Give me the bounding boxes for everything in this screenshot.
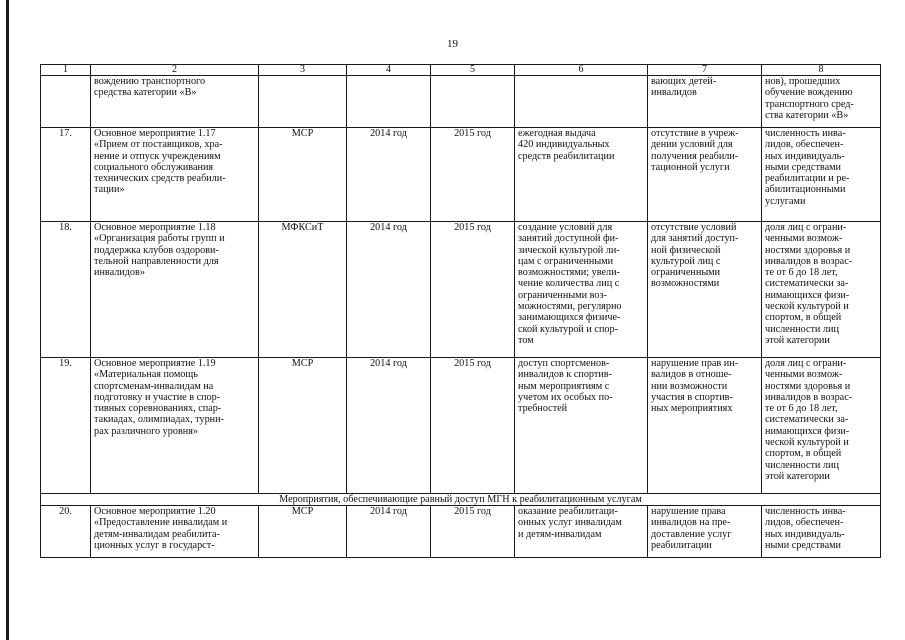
section-heading: Мероприятия, обеспечивающие равный доступ МГН к реабилитационным услугам (41, 494, 881, 506)
indicator-cell-line: ными средствами (765, 161, 841, 173)
measure-cell-line: нение и отпуск учреждениям (94, 150, 221, 162)
measure-cell-line: «Материальная помощь (94, 369, 198, 381)
indicator-cell-line: ченными возмож- (765, 369, 843, 381)
indicator-cell-line: численности лиц (765, 323, 839, 335)
page-number: 19 (447, 38, 458, 50)
column-header: 4 (347, 65, 431, 76)
consequence-cell-line: ограниченными (651, 267, 721, 279)
expected-result-cell-line: цам с ограниченными (518, 255, 614, 267)
column-header: 3 (259, 65, 347, 76)
indicator-cell-line: нимающихся физи- (765, 289, 850, 301)
consequence-cell-line: реабилитации (651, 539, 712, 551)
measure-cell-line: спортсменам-инвалидам на (94, 380, 214, 392)
measure-cell-line: Основное мероприятие 1.19 (94, 358, 216, 369)
consequence-cell (648, 222, 762, 358)
indicator-cell-line: этой категории (765, 470, 830, 482)
indicator-cell-line: ными средствами (765, 539, 841, 551)
column-header: 5 (431, 65, 515, 76)
consequence-cell-line: ной физической (651, 244, 721, 256)
measure-cell-line: «Предоставление инвалидам и (94, 517, 228, 529)
indicator-cell-line: доля лиц с ограни- (765, 222, 847, 233)
indicator-cell (762, 76, 881, 128)
indicator-cell-line: численности лиц (765, 459, 839, 471)
expected-result-cell-line: зической культурой ли- (518, 244, 620, 256)
indicator-cell-line: ных индивидуаль- (765, 528, 845, 540)
consequence-cell-line: возможностями (651, 278, 720, 290)
indicator-cell-line: численность инва- (765, 506, 846, 517)
expected-result-cell-line: чение количества лиц с (518, 278, 620, 290)
expected-result-cell-line: занимающихся физиче- (518, 312, 621, 324)
consequence-cell-line: нии возможности (651, 380, 728, 392)
column-number-header-row (41, 65, 881, 76)
consequence-cell (648, 128, 762, 222)
measure-cell-line: технических средств реабили- (94, 173, 226, 185)
indicator-cell-line: те от 6 до 18 лет, (765, 403, 838, 415)
measure-cell-line: «Прием от поставщиков, хра- (94, 139, 223, 151)
consequence-cell-line: валидов в отноше- (651, 369, 732, 381)
consequence-cell-line: для занятий доступ- (651, 233, 739, 245)
measure-cell-line: тельной направленности для (94, 255, 219, 267)
start-year-cell: 2014 год (347, 358, 431, 494)
consequence-cell-line: культурой лиц с (651, 255, 721, 267)
table-row (41, 358, 881, 494)
row-number: 19. (41, 358, 91, 494)
measure-cell-line: инвалидов» (94, 267, 145, 279)
measure-cell (91, 506, 259, 558)
start-year-cell: 2014 год (347, 222, 431, 358)
indicator-cell-line: инвалидов в возрас- (765, 255, 853, 267)
measure-cell (91, 358, 259, 494)
expected-result-cell-line: занятий доступной фи- (518, 233, 619, 245)
end-year-cell (431, 76, 515, 128)
indicator-cell-line: ных индивидуаль- (765, 150, 845, 162)
indicator-cell-line: нов), прошедших (765, 76, 841, 87)
measure-cell-line: тации» (94, 184, 125, 196)
start-year-cell: 2014 год (347, 506, 431, 558)
start-year-cell (347, 76, 431, 128)
measure-cell (91, 222, 259, 358)
executor-cell (259, 76, 347, 128)
measure-cell-line: детям-инвалидам реабилита- (94, 528, 220, 540)
measure-cell-line: тивных соревнованиях, спар- (94, 403, 222, 415)
consequence-cell-line: нарушение прав ин- (651, 358, 739, 369)
row-number: 20. (41, 506, 91, 558)
indicator-cell-line: реабилитации и ре- (765, 173, 850, 185)
end-year-cell: 2015 год (431, 128, 515, 222)
indicator-cell-line: обучение вождению (765, 87, 853, 99)
table-row (41, 76, 881, 128)
expected-result-cell (515, 128, 648, 222)
indicator-cell-line: те от 6 до 18 лет, (765, 267, 838, 279)
expected-result-cell-line: онных услуг инвалидам (518, 517, 622, 529)
column-header: 2 (91, 65, 259, 76)
consequence-cell-line: тационной услуги (651, 161, 730, 173)
measure-cell-line: такиадах, олимпиадах, турни- (94, 414, 224, 426)
indicator-cell (762, 506, 881, 558)
expected-result-cell-line: оказание реабилитаци- (518, 506, 618, 517)
binding-edge-line (6, 0, 9, 640)
measures-table (40, 64, 881, 558)
consequence-cell (648, 506, 762, 558)
consequence-cell-line: получения реабили- (651, 150, 739, 162)
consequence-cell-line: ных мероприятиях (651, 403, 733, 415)
expected-result-cell-line: можностями, регулярно (518, 301, 622, 313)
indicator-cell (762, 128, 881, 222)
measure-cell-line: Основное мероприятие 1.18 (94, 222, 216, 233)
expected-result-cell (515, 222, 648, 358)
consequence-cell-line: отсутствие условий (651, 222, 737, 233)
indicator-cell-line: спортом, в общей (765, 312, 842, 324)
consequence-cell (648, 358, 762, 494)
measure-cell-line: ционных услуг в государст- (94, 539, 215, 551)
measure-cell-line: подготовку и участие в спор- (94, 391, 221, 403)
expected-result-cell (515, 358, 648, 494)
expected-result-cell-line: возможностями; увели- (518, 267, 620, 279)
end-year-cell: 2015 год (431, 222, 515, 358)
indicator-cell-line: доля лиц с ограни- (765, 358, 847, 369)
consequence-cell (648, 76, 762, 128)
indicator-cell-line: лидов, обеспечен- (765, 517, 844, 529)
column-header: 8 (762, 65, 881, 76)
measure-cell-line: рах различного уровня» (94, 425, 198, 437)
column-header: 1 (41, 65, 91, 76)
consequence-cell-line: инвалидов на пре- (651, 517, 731, 529)
expected-result-cell-line: создание условий для (518, 222, 613, 233)
executor-cell: МФКСиТ (259, 222, 347, 358)
indicator-cell-line: ченными возмож- (765, 233, 843, 245)
column-header: 7 (648, 65, 762, 76)
expected-result-cell-line: инвалидов к спортив- (518, 369, 612, 381)
indicator-cell-line: ческой культурой и (765, 301, 849, 313)
consequence-cell-line: нарушение права (651, 506, 726, 517)
expected-result-cell-line: доступ спортсменов- (518, 358, 610, 369)
indicator-cell-line: ностями здоровья и (765, 244, 851, 256)
executor-cell: МСР (259, 506, 347, 558)
consequence-cell-line: доставление услуг (651, 528, 732, 540)
indicator-cell-line: ства категории «В» (765, 109, 849, 121)
executor-cell: МСР (259, 128, 347, 222)
measure-cell-line: вождению транспортного (94, 76, 206, 87)
expected-result-cell-line: средств реабилитации (518, 150, 615, 162)
expected-result-cell-line: и детям-инвалидам (518, 528, 602, 540)
consequence-cell-line: инвалидов (651, 87, 697, 99)
indicator-cell-line: транспортного сред- (765, 98, 854, 110)
end-year-cell: 2015 год (431, 506, 515, 558)
expected-result-cell-line: 420 индивидуальных (518, 139, 610, 151)
expected-result-cell-line: учетом их особых по- (518, 391, 613, 403)
consequence-cell-line: участия в спортив- (651, 391, 733, 403)
row-number: 17. (41, 128, 91, 222)
indicator-cell-line: лидов, обеспечен- (765, 139, 844, 151)
indicator-cell-line: абилитационными (765, 184, 846, 196)
consequence-cell-line: отсутствие в учреж- (651, 128, 739, 139)
end-year-cell: 2015 год (431, 358, 515, 494)
expected-result-cell (515, 76, 648, 128)
expected-result-cell-line: ской культурой и спор- (518, 323, 618, 335)
indicator-cell-line: численность инва- (765, 128, 846, 139)
consequence-cell-line: вающих детей- (651, 76, 717, 87)
consequence-cell-line: дении условий для (651, 139, 733, 151)
indicator-cell-line: ностями здоровья и (765, 380, 851, 392)
row-number (41, 76, 91, 128)
start-year-cell: 2014 год (347, 128, 431, 222)
measure-cell-line: Основное мероприятие 1.20 (94, 506, 216, 517)
indicator-cell-line: спортом, в общей (765, 448, 842, 460)
measure-cell-line: средства категории «В» (94, 87, 197, 99)
indicator-cell-line: этой категории (765, 334, 830, 346)
table-row (41, 506, 881, 558)
executor-cell: МСР (259, 358, 347, 494)
indicator-cell-line: нимающихся физи- (765, 425, 850, 437)
indicator-cell-line: систематически за- (765, 414, 849, 426)
table-row (41, 128, 881, 222)
measure-cell-line: «Организация работы групп и (94, 233, 225, 245)
measure-cell-line: Основное мероприятие 1.17 (94, 128, 216, 139)
column-header: 6 (515, 65, 648, 76)
measure-cell-line: социального обслуживания (94, 161, 214, 173)
measure-cell (91, 76, 259, 128)
indicator-cell-line: услугами (765, 195, 806, 207)
indicator-cell (762, 358, 881, 494)
indicator-cell (762, 222, 881, 358)
expected-result-cell-line: требностей (518, 403, 568, 415)
expected-result-cell (515, 506, 648, 558)
section-heading-row (41, 494, 881, 506)
expected-result-cell-line: ным мероприятиям с (518, 380, 610, 392)
expected-result-cell-line: ежегодная выдача (518, 128, 596, 139)
expected-result-cell-line: ограниченными воз- (518, 289, 607, 301)
measure-cell-line: поддержка клубов оздорови- (94, 244, 219, 256)
indicator-cell-line: инвалидов в возрас- (765, 391, 853, 403)
indicator-cell-line: систематически за- (765, 278, 849, 290)
row-number: 18. (41, 222, 91, 358)
measure-cell (91, 128, 259, 222)
expected-result-cell-line: том (518, 334, 534, 346)
indicator-cell-line: ческой культурой и (765, 437, 849, 449)
table-row (41, 222, 881, 358)
